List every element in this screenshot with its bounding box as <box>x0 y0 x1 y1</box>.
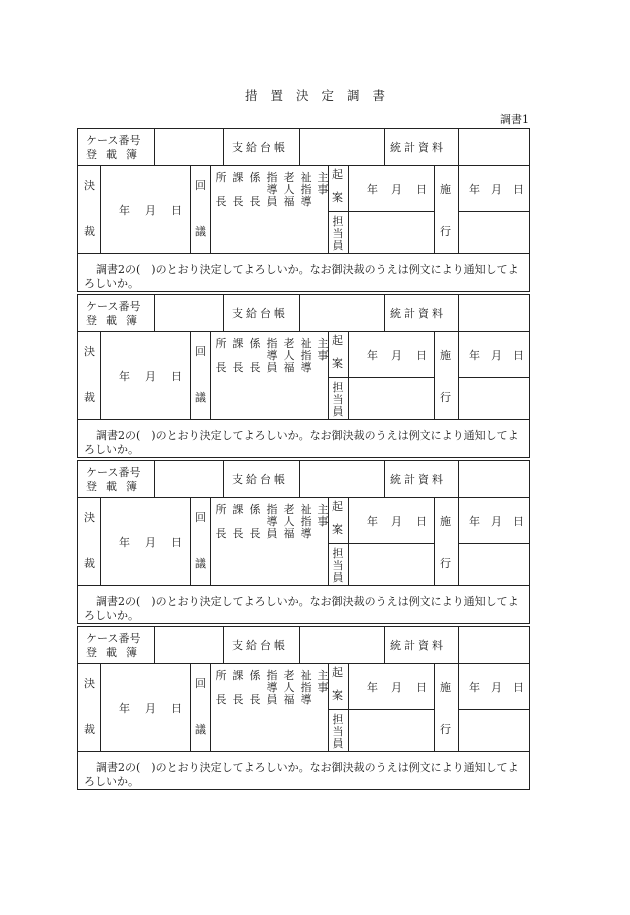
enforcement-year: 年 <box>469 183 480 196</box>
enforcement-label-bottom: 行 <box>440 391 451 404</box>
draft-year: 年 <box>367 349 378 362</box>
approver-column: 老 人 福 <box>283 669 295 706</box>
registry-label: 登載簿 <box>86 480 146 493</box>
decision-month: 月 <box>145 702 156 715</box>
draft-month: 月 <box>391 515 402 528</box>
decision-label-top: 決 <box>84 345 95 358</box>
staff-label: 担 当 員 <box>332 547 344 584</box>
payment-ledger-label: 支給台帳 <box>232 141 288 154</box>
enforcement-year: 年 <box>469 681 480 694</box>
enforcement-label-bottom: 行 <box>440 723 451 736</box>
enforcement-label-bottom: 行 <box>440 557 451 570</box>
approver-column: 所 長 <box>215 503 227 540</box>
enforcement-day: 日 <box>513 349 524 362</box>
decision-form-block <box>77 294 530 458</box>
decision-label-top: 決 <box>84 511 95 524</box>
decision-day: 日 <box>171 536 182 549</box>
enforcement-year: 年 <box>469 349 480 362</box>
circulation-label-top: 回 <box>195 179 206 192</box>
registry-label: 登載簿 <box>86 148 146 161</box>
draft-month: 月 <box>391 183 402 196</box>
draft-month: 月 <box>391 349 402 362</box>
draft-label-top: 起 <box>332 666 343 679</box>
circulation-label-bottom: 議 <box>195 557 206 570</box>
approver-column: 老 人 福 <box>283 503 295 540</box>
approver-column: 主 事 <box>317 503 329 528</box>
statistics-label: 統計資料 <box>390 141 446 154</box>
case-number-label: ケース番号 <box>86 134 141 147</box>
approver-column: 課 長 <box>232 669 244 706</box>
decision-label-bottom: 裁 <box>84 723 95 736</box>
decision-month: 月 <box>145 536 156 549</box>
form-note: 調書2の( )のとおり決定してよろしいか。なお御決裁のうえは例文により通知してよろしいか。 <box>84 595 519 622</box>
draft-label-top: 起 <box>332 500 343 513</box>
decision-forms <box>77 128 530 790</box>
statistics-label: 統計資料 <box>390 639 446 652</box>
draft-label-top: 起 <box>332 334 343 347</box>
registry-label: 登載簿 <box>86 646 146 659</box>
decision-label-top: 決 <box>84 677 95 690</box>
enforcement-label-top: 施 <box>440 349 451 362</box>
decision-form-block <box>77 460 530 624</box>
case-number-label: ケース番号 <box>86 300 141 313</box>
registry-label: 登載簿 <box>86 314 146 327</box>
enforcement-label-top: 施 <box>440 183 451 196</box>
approver-column: 所 長 <box>215 337 227 374</box>
draft-year: 年 <box>367 515 378 528</box>
decision-month: 月 <box>145 370 156 383</box>
staff-label: 担 当 員 <box>332 713 344 750</box>
approver-column: 主 事 <box>317 337 329 362</box>
enforcement-year: 年 <box>469 515 480 528</box>
enforcement-day: 日 <box>513 183 524 196</box>
approver-column: 老 人 福 <box>283 337 295 374</box>
decision-label-bottom: 裁 <box>84 557 95 570</box>
approver-column: 老 人 福 <box>283 171 295 208</box>
decision-year: 年 <box>119 536 130 549</box>
form-note: 調書2の( )のとおり決定してよろしいか。なお御決裁のうえは例文により通知してよろしいか。 <box>84 263 519 290</box>
draft-year: 年 <box>367 183 378 196</box>
enforcement-month: 月 <box>491 183 502 196</box>
approver-column: 主 事 <box>317 171 329 196</box>
statistics-label: 統計資料 <box>390 473 446 486</box>
approver-column: 課 長 <box>232 503 244 540</box>
enforcement-month: 月 <box>491 515 502 528</box>
circulation-label-bottom: 議 <box>195 391 206 404</box>
approver-column: 指 導 員 <box>266 503 278 540</box>
decision-day: 日 <box>171 702 182 715</box>
decision-label-top: 決 <box>84 179 95 192</box>
approver-column: 係 長 <box>249 669 261 706</box>
approver-column: 課 長 <box>232 171 244 208</box>
draft-year: 年 <box>367 681 378 694</box>
staff-label: 担 当 員 <box>332 381 344 418</box>
decision-label-bottom: 裁 <box>84 391 95 404</box>
draft-label-bottom: 案 <box>332 689 343 702</box>
circulation-label-top: 回 <box>195 511 206 524</box>
payment-ledger-label: 支給台帳 <box>232 639 288 652</box>
decision-year: 年 <box>119 702 130 715</box>
approver-column: 主 事 <box>317 669 329 694</box>
enforcement-month: 月 <box>491 349 502 362</box>
approver-column: 祉 指 導 <box>300 171 312 208</box>
decision-label-bottom: 裁 <box>84 225 95 238</box>
case-number-label: ケース番号 <box>86 466 141 479</box>
enforcement-label-bottom: 行 <box>440 225 451 238</box>
draft-label-bottom: 案 <box>332 523 343 536</box>
enforcement-label-top: 施 <box>440 515 451 528</box>
draft-day: 日 <box>416 681 427 694</box>
form-note: 調書2の( )のとおり決定してよろしいか。なお御決裁のうえは例文により通知してよろしいか。 <box>84 761 519 788</box>
enforcement-day: 日 <box>513 515 524 528</box>
approver-column: 祉 指 導 <box>300 337 312 374</box>
enforcement-label-top: 施 <box>440 681 451 694</box>
decision-form-block <box>77 128 530 292</box>
approver-column: 係 長 <box>249 503 261 540</box>
draft-month: 月 <box>391 681 402 694</box>
form-note: 調書2の( )のとおり決定してよろしいか。なお御決裁のうえは例文により通知してよろしいか。 <box>84 429 519 456</box>
approver-column: 祉 指 導 <box>300 503 312 540</box>
draft-day: 日 <box>416 349 427 362</box>
circulation-label-top: 回 <box>195 677 206 690</box>
approver-column: 所 長 <box>215 171 227 208</box>
staff-label: 担 当 員 <box>332 215 344 252</box>
approver-column: 係 長 <box>249 171 261 208</box>
draft-label-top: 起 <box>332 168 343 181</box>
draft-label-bottom: 案 <box>332 191 343 204</box>
draft-day: 日 <box>416 515 427 528</box>
circulation-label-bottom: 議 <box>195 225 206 238</box>
payment-ledger-label: 支給台帳 <box>232 473 288 486</box>
enforcement-month: 月 <box>491 681 502 694</box>
statistics-label: 統計資料 <box>390 307 446 320</box>
page-title: 措置決定調書 <box>244 88 398 103</box>
circulation-label-bottom: 議 <box>195 723 206 736</box>
decision-year: 年 <box>119 370 130 383</box>
draft-label-bottom: 案 <box>332 357 343 370</box>
decision-day: 日 <box>171 204 182 217</box>
case-number-label: ケース番号 <box>86 632 141 645</box>
draft-day: 日 <box>416 183 427 196</box>
enforcement-day: 日 <box>513 681 524 694</box>
decision-month: 月 <box>145 204 156 217</box>
payment-ledger-label: 支給台帳 <box>232 307 288 320</box>
decision-year: 年 <box>119 204 130 217</box>
document-number: 調書1 <box>500 113 529 126</box>
approver-column: 指 導 員 <box>266 669 278 706</box>
decision-day: 日 <box>171 370 182 383</box>
approver-column: 課 長 <box>232 337 244 374</box>
circulation-label-top: 回 <box>195 345 206 358</box>
decision-form-block <box>77 626 530 790</box>
approver-column: 祉 指 導 <box>300 669 312 706</box>
approver-column: 指 導 員 <box>266 171 278 208</box>
approver-column: 係 長 <box>249 337 261 374</box>
approver-column: 指 導 員 <box>266 337 278 374</box>
approver-column: 所 長 <box>215 669 227 706</box>
